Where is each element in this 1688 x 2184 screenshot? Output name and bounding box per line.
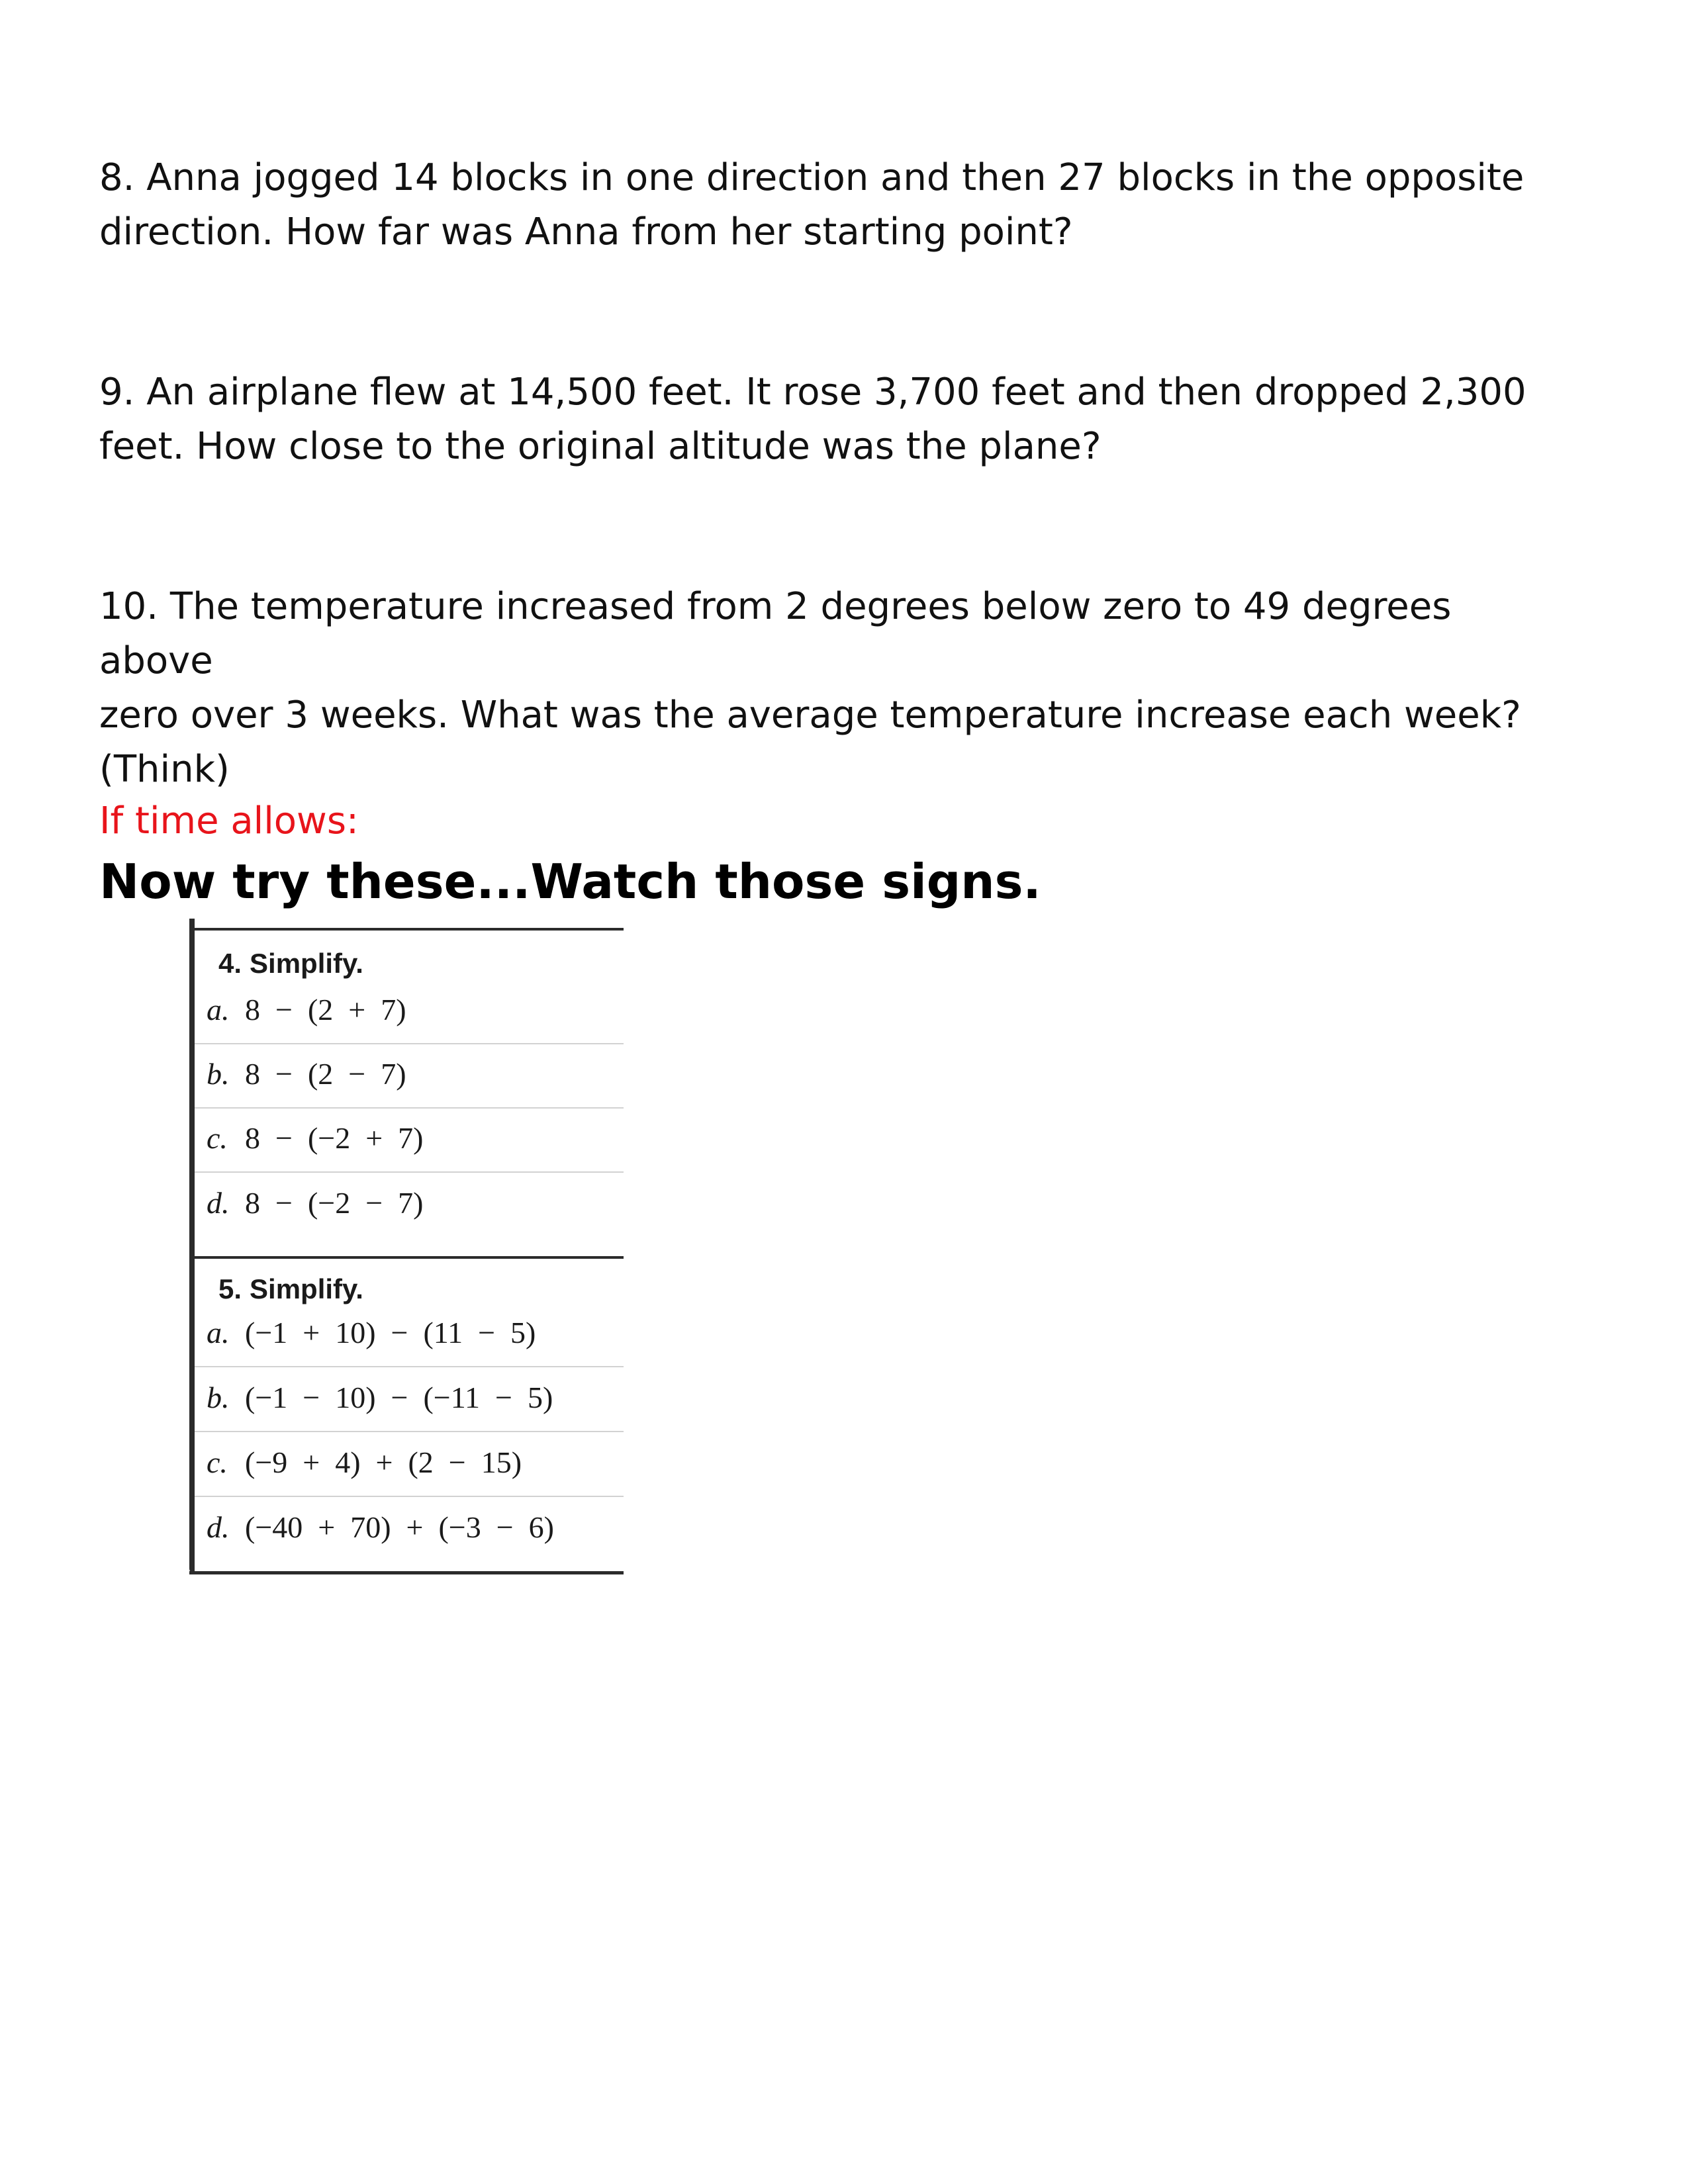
problem-9-line-1: 9. An airplane flew at 14,500 feet. It rose 3,700 feet and then dropped 2,300	[99, 371, 1526, 414]
section-divider	[189, 1256, 624, 1259]
section-5-title: Simplify.	[250, 1273, 363, 1304]
section-5-item-c	[207, 1443, 522, 1482]
item-expression: (−40 + 70) + (−3 − 6)	[245, 1510, 554, 1544]
problem-8-line-2: direction. How far was Anna from her starting point?	[99, 210, 1073, 253]
now-try-heading: Now try these...Watch those signs.	[99, 854, 1041, 909]
item-label: b.	[207, 1381, 230, 1414]
item-expression: 8 − (2 + 7)	[245, 993, 406, 1026]
section-5-item-b	[207, 1378, 553, 1418]
bottom-rule	[189, 1571, 624, 1574]
row-separator	[195, 1171, 624, 1173]
item-expression: (−1 − 10) − (−11 − 5)	[245, 1381, 553, 1414]
problem-8-line-1: 8. Anna jogged 14 blocks in one direction and then 27 blocks in the opposite	[99, 156, 1524, 199]
item-label: c.	[207, 1121, 228, 1155]
section-4-item-c	[207, 1118, 423, 1158]
section-4-number: 4.	[218, 948, 242, 979]
textbook-excerpt	[189, 919, 624, 1580]
section-4-item-b	[207, 1054, 406, 1094]
item-expression: (−1 + 10) − (11 − 5)	[245, 1316, 536, 1349]
item-expression: 8 − (2 − 7)	[245, 1057, 406, 1091]
problem-9	[99, 365, 1569, 474]
section-5-item-a	[207, 1313, 536, 1353]
problem-10-line-3: (Think)	[99, 748, 230, 791]
problem-10	[99, 580, 1569, 797]
item-label: a.	[207, 993, 230, 1026]
item-label: d.	[207, 1186, 230, 1220]
if-time-allows-label: If time allows:	[99, 799, 359, 842]
problem-10-line-2: zero over 3 weeks. What was the average temperature increase each week?	[99, 694, 1521, 737]
section-5-item-d	[207, 1508, 554, 1547]
section-5-number: 5.	[218, 1273, 242, 1304]
problem-10-line-1: 10. The temperature increased from 2 degrees below zero to 49 degrees above	[99, 585, 1452, 682]
row-separator	[195, 1431, 624, 1432]
item-label: c.	[207, 1445, 228, 1479]
row-separator	[195, 1107, 624, 1109]
item-label: d.	[207, 1510, 230, 1544]
item-expression: 8 − (−2 − 7)	[245, 1186, 424, 1220]
left-rule	[189, 919, 195, 1574]
row-separator	[195, 1366, 624, 1367]
top-rule	[189, 928, 624, 931]
item-label: a.	[207, 1316, 230, 1349]
item-expression: (−9 + 4) + (2 − 15)	[245, 1445, 522, 1479]
row-separator	[195, 1043, 624, 1044]
section-4-title: Simplify.	[250, 948, 363, 979]
problem-8	[99, 151, 1569, 259]
problem-9-line-2: feet. How close to the original altitude was the plane?	[99, 425, 1102, 468]
section-4-heading	[218, 945, 363, 982]
section-4-item-d	[207, 1183, 423, 1223]
item-label: b.	[207, 1057, 230, 1091]
row-separator	[195, 1496, 624, 1497]
item-expression: 8 − (−2 + 7)	[245, 1121, 424, 1155]
section-5-heading	[218, 1271, 363, 1308]
section-4-item-a	[207, 990, 406, 1030]
